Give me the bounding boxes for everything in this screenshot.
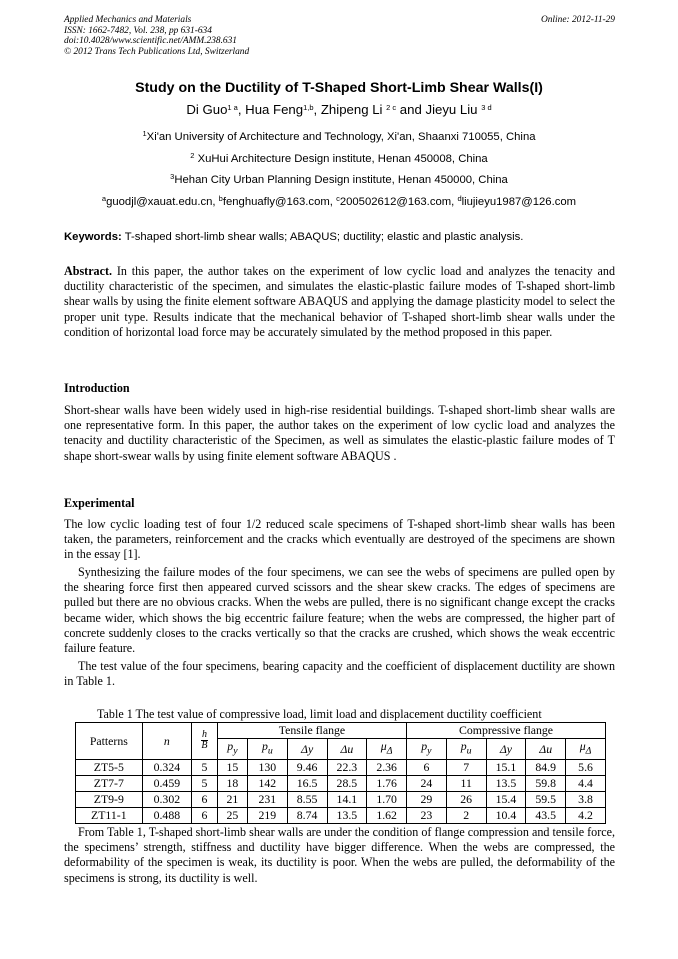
keywords: Keywords: T-shaped short-limb shear walls; ABAQUS; ductility; elastic and plastic analysis. (64, 231, 524, 243)
experimental-paragraph-3: The test value of the four specimens, bearing capacity and the coefficient of displacement ductility are shown in Table 1. (64, 659, 615, 689)
journal-name: Applied Mechanics and Materials (64, 15, 192, 25)
subheader-pu: $p_u$ (446, 739, 486, 760)
subheader-du: Δu (327, 739, 367, 760)
conclusion-paragraph: From Table 1, T-shaped short-limb shear walls are under the condition of flange compression and tensile force, the specimens’ strength, stiffness and ductility have bigger difference. When the webs are compressed, the deformability of the specimen is weak, its ductility is poor. When the webs are pulled, the deformability of the specimens is strong, its ductility is well. (64, 825, 615, 885)
table-header-row (76, 723, 606, 739)
copyright-line: © 2012 Trans Tech Publications Ltd, Switzerland (64, 46, 250, 57)
col-header-n: n (142, 723, 191, 760)
subheader-mu: $\mu_\Delta$ (367, 739, 407, 760)
author-list: Di Guo$^{1 a}$, Hua Feng$^{1,b}$, Zhipeng Li $^{2 c}$ and Jieyu Liu $^{3 d}$ (186, 102, 492, 117)
doi-line: doi:10.4028/www.scientific.net/AMM.238.631 (64, 36, 237, 47)
subheader-pu: $p_u$ (247, 739, 287, 760)
subheader-mu: $\mu_\Delta$ (566, 739, 606, 760)
table-row: ZT9-9 0.302 6 21 231 8.55 14.1 1.70 29 26 15.4 59.5 3.8 (76, 791, 606, 807)
col-header-patterns: Patterns (76, 723, 143, 760)
col-header-h-over-b: $\frac{h}{B}$ (192, 723, 218, 760)
subheader-dy: Δy (486, 739, 526, 760)
subheader-du: Δu (526, 739, 566, 760)
affiliation-3: $^3$Hehan City Urban Planning Design institute, Henan 450000, China (170, 172, 508, 186)
group-header-tensile: Tensile flange (217, 723, 406, 739)
intro-heading: Introduction (64, 381, 130, 395)
abstract: Abstract. In this paper, the author takes on the experiment of low cyclic load and analyzes the tenacity and ductility characteristic of the specimen, and simulates the elastic-plastic failure modes of T-shaped short-limb shear walls by using the finite element software ABAQUS and applying the damage plasticity model to select the proper unit type. Results indicate that the mechanical behavior of T-shaped short-limb shear walls under the condition of horizontal load force may be accurately simulated by the method proposed in this paper. (64, 264, 615, 339)
online-date: Online: 2012-11-29 (540, 15, 615, 25)
experimental-heading: Experimental (64, 496, 135, 510)
table-row: ZT5-5 0.324 5 15 130 9.46 22.3 2.36 6 7 15.1 84.9 5.6 (76, 759, 606, 775)
table-row: ZT7-7 0.459 5 18 142 16.5 28.5 1.76 24 11 13.5 59.8 4.4 (76, 775, 606, 791)
experimental-paragraph-1: The low cyclic loading test of four 1/2 reduced scale specimens of T-shaped short-limb shear walls has been taken, the parameters, reinforcement and the cracks which eventually are destroyed of the specimens are shown in the essay [1]. (64, 517, 615, 562)
affiliation-2: $^2$ XuHui Architecture Design institute, Henan 450008, China (190, 151, 488, 165)
affiliation-1: $^1$Xi'an University of Architecture and Technology, Xi'an, Shaanxi 710055, China (142, 129, 536, 143)
issn-line: ISSN: 1662-7482, Vol. 238, pp 631-634 (64, 25, 212, 36)
subheader-py: $p_y$ (407, 739, 447, 760)
email-line: $^a$guodjl@xauat.edu.cn, $^b$fenghuafly@163.com, $^c$200502612@163.com, $^d$liujieyu1987@126.com (101, 194, 577, 208)
group-header-compressive: Compressive flange (407, 723, 606, 739)
intro-paragraph: Short-shear walls have been widely used in high-rise residential buildings. T-shaped short-limb shear walls are one representative form. In this paper, the author takes on the experiment of low cyclic load and analyzes the tenacity and ductility characteristic of the Specimen, as well as simulates the elastic-plastic failure modes of T shape short-swear walls by using finite element software ABAQUS . (64, 403, 615, 463)
journal-header (64, 15, 615, 57)
table-caption: Table 1 The test value of compressive load, limit load and displacement ductility coefficient (97, 707, 542, 721)
subheader-dy: Δy (287, 739, 327, 760)
results-table (75, 722, 606, 824)
paper-title: Study on the Ductility of T-Shaped Short-Limb Shear Walls(I) (135, 80, 543, 96)
subheader-py: $p_y$ (217, 739, 247, 760)
experimental-paragraph-2: Synthesizing the failure modes of the four specimens, we can see the webs of specimens are pulled open by the shearing force first then appeared curved scissors and the shear skew cracks. The edges of specimens are pulled but there are no obvious cracks. When the webs are pulled, there is no significant change except the cracks became wider, which shows the big eccentric failure feature; when the webs are compressed, the higher part of concrete suddenly closes to the cracks vertically so that the cracks are crushed, which shows the weak eccentric failure feature. (64, 565, 615, 656)
table-row: ZT11-1 0.488 6 25 219 8.74 13.5 1.62 23 2 10.4 43.5 4.2 (76, 807, 606, 823)
